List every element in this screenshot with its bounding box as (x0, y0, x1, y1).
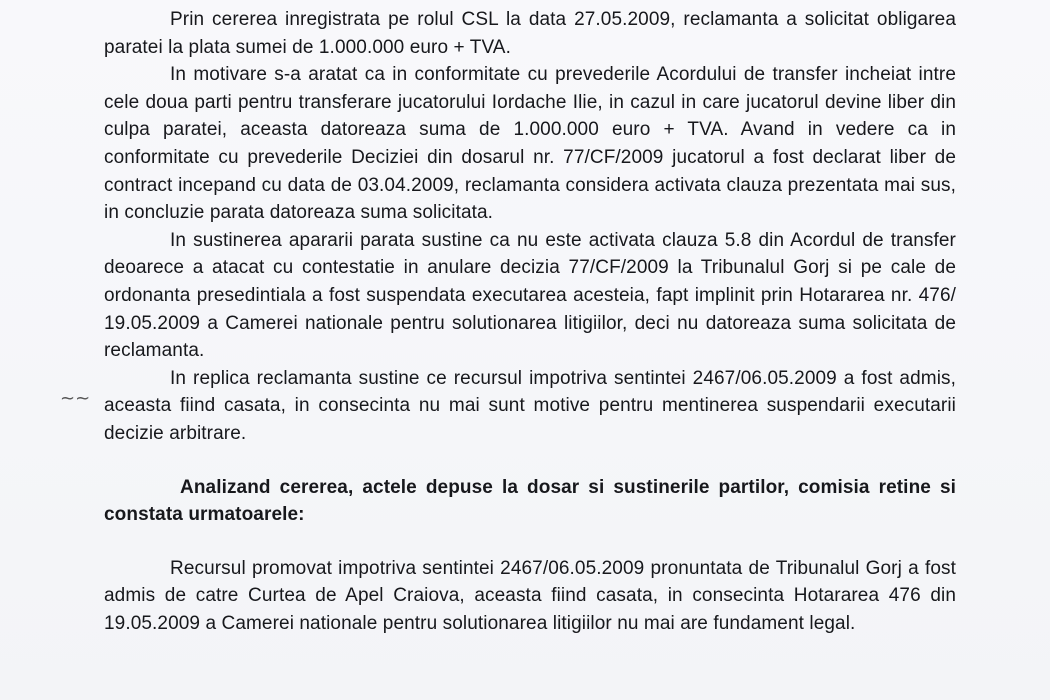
paragraph-defense: In sustinerea apararii parata sustine ca nu este activata clauza 5.8 din Acordul de transfer deoarece a atacat cu contestatie in anulare decizia 77/CF/2009 la Tribunalul Gorj si pe cale de ordonanta presedintiala a fost suspendata executarea acesteia, fapt implinit prin Hotararea nr. 476/ 19.05.2009 a Camerei nationale pentru solutionarea litigiilor, deci nu datoreaza suma solicitata de reclamanta. (104, 229, 956, 362)
margin-mark: ~~ (60, 388, 91, 409)
paragraph-motivation: In motivare s-a aratat ca in conformitate cu prevederile Acordului de transfer incheiat intre cele doua parti pentru transferare jucatorului Iordache Ilie, in cazul in care jucatorul devine liber din culpa paratei, aceasta datoreaza suma de 1.000.000 euro + TVA. Avand in vedere ca in conformitate cu prevederile Deciziei din dosarul nr. 77/CF/2009 jucatorul a fost declarat liber de contract incepand cu data de 03.04.2009, reclamanta considera activata clauza prezentata mai sus, in concluzie parata datoreaza suma solicitata. (104, 64, 956, 224)
section-gap (104, 448, 956, 474)
analysis-heading: Analizand cererea, actele depuse la dosar si sustinerile partilor, comisia retine si constata urmatoarele: (104, 476, 956, 526)
section-gap (104, 529, 956, 555)
document-body (104, 6, 956, 637)
paragraph-appeal: Recursul promovat impotriva sentintei 2467/06.05.2009 pronuntata de Tribunalul Gorj a fost admis de catre Curtea de Apel Craiova, aceasta fiind casata, in consecinta Hotararea 476 din 19.05.2009 a Camerei nationale pentru solutionarea litigiilor nu mai are fundament legal. (104, 557, 956, 634)
paragraph-reply: In replica reclamanta sustine ce recursul impotriva sentintei 2467/06.05.2009 a fost admis, aceasta fiind casata, in consecinta nu mai sunt motive pentru mentinerea suspendarii executarii decizie arbitrare. (104, 367, 956, 444)
paragraph-claim: Prin cererea inregistrata pe rolul CSL la data 27.05.2009, reclamanta a solicitat obligarea paratei la plata sumei de 1.000.000 euro + TVA. (104, 9, 956, 58)
